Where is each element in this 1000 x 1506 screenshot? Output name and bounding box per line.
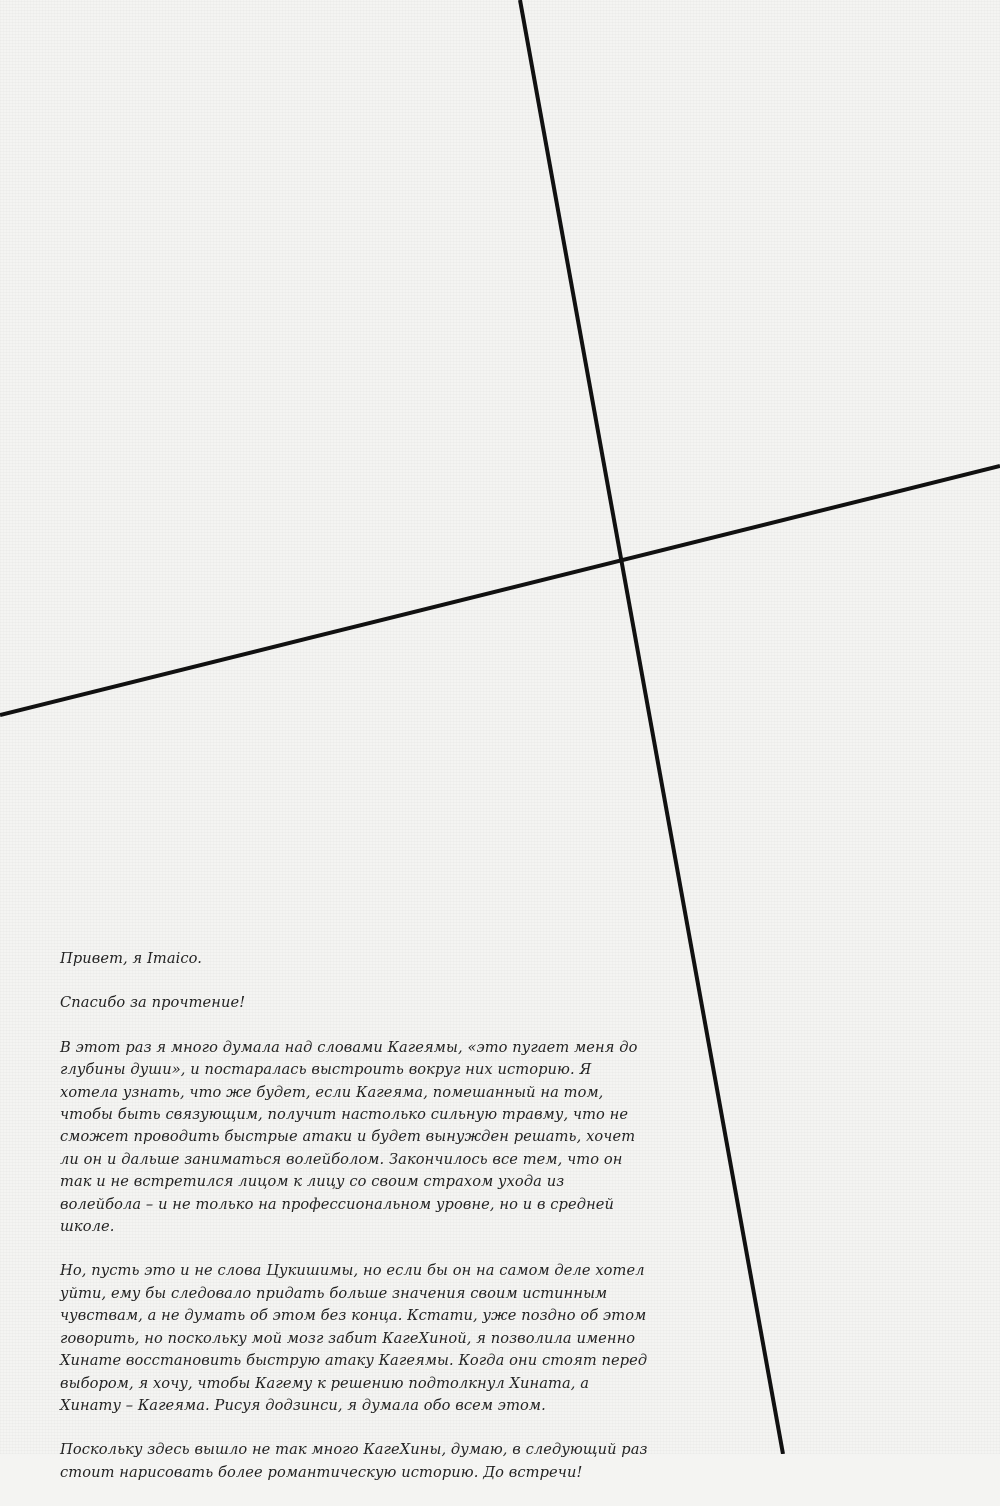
afterword-text — [60, 948, 650, 1506]
horizontal-line — [0, 466, 1000, 715]
afterword-paragraph-1: В этот раз я много думала над словами Кагеямы, «это пугает меня до глубины души», и постаралась выстроить вокруг них историю. Я хотела узнать, что же будет, если Кагеяма, помешанный на том, чтобы быть связующим, получит настолько сильную травму, что не сможет проводить быстрые атаки и будет вынужден решать, хочет ли он и дальше заниматься волейболом. Закончилось все тем, что он так и не встретился лицом к лицу со своим страхом ухода из волейбола – и не только на профессиональном уровне, но и в средней школе. — [60, 1038, 638, 1236]
afterword-paragraph-3: Поскольку здесь вышло не так много КагеХины, думаю, в следующий раз стоит нарисовать более романтическую историю. До встречи! — [60, 1441, 648, 1481]
afterword-greeting: Привет, я Imaico. — [60, 950, 203, 967]
afterword-paragraph-2: Но, пусть это и не слова Цукишимы, но если бы он на самом деле хотел уйти, ему бы следовало придать больше значения своим истинным чувствам, а не думать об этом без конца. Кстати, уже поздно об этом говорить, но поскольку мой мозг забит КагеХиной, я позволила именно Хинате восстановить быструю атаку Кагеямы. Когда они стоят перед выбором, я хочу, чтобы Кагему к решению подтолкнул Хината, а Хинату – Кагеяма. Рисуя додзинси, я думала обо всем этом. — [60, 1262, 648, 1414]
afterword-thanks: Спасибо за прочтение! — [60, 994, 246, 1012]
